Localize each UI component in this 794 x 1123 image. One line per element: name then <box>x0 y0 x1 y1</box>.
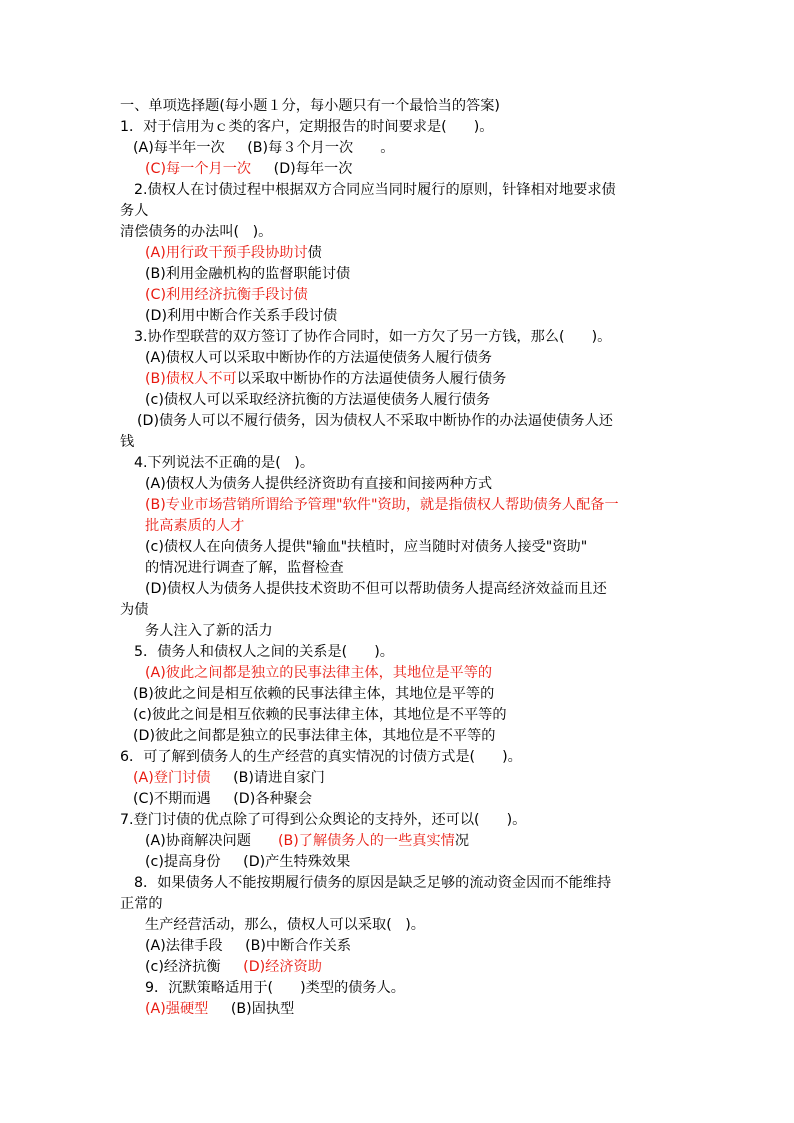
line-text: 以采取中断协作的方法逼使债务人履行债务 <box>236 371 507 387</box>
line-text: (c)债权人在向债务人提供"输血"扶植时，应当随时对债务人接受"资助" <box>145 539 588 555</box>
line-text: (D)每年一次 <box>251 161 353 177</box>
question-3-stem <box>134 327 611 347</box>
question-1-stem <box>120 117 493 137</box>
line-text: 生产经营活动，那么，债权人可以采取( )。 <box>145 917 425 933</box>
answer-highlight-text: (A)用行政干预手段协助讨 <box>145 245 308 261</box>
answer-highlight-text: (A)登门讨债 <box>133 770 211 786</box>
question-2-option-d <box>145 306 337 326</box>
question-4-option-b-cont <box>145 516 244 536</box>
line-text: (c)彼此之间是相互依赖的民事法律主体，其地位是不平等的 <box>133 707 507 723</box>
question-3-option-d-cont <box>120 432 134 452</box>
question-4-option-b <box>145 495 619 515</box>
answer-highlight-text: (B)债权人不可 <box>145 371 237 387</box>
question-9-options-ab <box>145 999 294 1019</box>
line-text: (B)固执型 <box>208 1001 295 1017</box>
line-text: 5．债务人和债权人之间的关系是( )。 <box>134 644 394 660</box>
question-8-options-cd <box>145 957 322 977</box>
question-7-options-ab <box>145 831 469 851</box>
line-text: 债 <box>307 245 322 261</box>
answer-highlight-text: (D)经济资助 <box>243 959 322 975</box>
line-text: (A)债权人可以采取中断协作的方法逼使债务人履行债务 <box>145 350 493 366</box>
line-text: 正常的 <box>120 896 163 912</box>
line-text: 2.债权人在讨债过程中根据双方合同应当同时履行的原则，针锋相对地要求债 <box>134 182 616 198</box>
answer-highlight-text: (B)专业市场营销所谓给予管理"软件"资助，就是指债权人帮助债务人配备一 <box>145 497 619 513</box>
line-text: 清偿债务的办法叫( )。 <box>120 224 273 240</box>
question-8-stem-cont <box>120 894 163 914</box>
line-text: (D)债权人为债务人提供技术资助不但可以帮助债务人提高经济效益而且还 <box>145 581 607 597</box>
answer-highlight-text: (C)每一个月一次 <box>145 161 252 177</box>
line-text: (B)彼此之间是相互依赖的民事法律主体，其地位是平等的 <box>133 686 495 702</box>
question-4-option-d-cont <box>120 600 148 620</box>
line-text: 9．沉默策略适用于( )类型的债务人。 <box>145 980 405 996</box>
question-9-stem <box>145 978 405 998</box>
line-text: 3.协作型联营的双方签订了协作合同时，如一方欠了另一方钱，那么( )。 <box>134 329 612 345</box>
line-text: 况 <box>454 833 470 849</box>
line-text: 的情况进行调查了解，监督检查 <box>145 560 344 576</box>
question-6-stem <box>120 747 522 767</box>
question-7-stem <box>120 810 526 830</box>
question-2-option-a <box>145 243 322 263</box>
question-5-option-a <box>145 663 492 683</box>
line-text: (B)利用金融机构的监督职能讨债 <box>145 266 351 282</box>
line-text: 1．对于信用为ｃ类的客户，定期报告的时间要求是( )。 <box>120 119 494 135</box>
question-4-option-c <box>145 537 587 557</box>
question-2-option-b <box>145 264 350 284</box>
question-3-option-c <box>145 390 490 410</box>
line-text: 为债 <box>120 602 149 618</box>
line-text: 4.下列说法不正确的是( )。 <box>134 455 315 471</box>
line-text: 7.登门讨债的优点除了可得到公众舆论的支持外，还可以( )。 <box>120 812 527 828</box>
line-text: 6．可了解到债务人的生产经营的真实情况的讨债方式是( )。 <box>120 749 522 765</box>
question-7-options-cd <box>145 852 350 872</box>
section-heading <box>120 96 500 116</box>
line-text: (D)债务人可以不履行债务，因为债权人不采取中断协作的办法逼使债务人还 <box>137 413 613 429</box>
question-8-stem-cont <box>145 915 425 935</box>
line-text: (C)不期而遇 (D)各种聚会 <box>133 791 313 807</box>
line-text: (D)彼此之间都是独立的民事法律主体，其地位是不平等的 <box>133 728 496 744</box>
question-1-options-cd <box>145 159 352 179</box>
question-5-option-b <box>133 684 494 704</box>
question-3-option-b <box>145 369 506 389</box>
question-2-stem-cont <box>120 201 148 221</box>
line-text: (A)债权人为债务人提供经济资助有直接和间接两种方式 <box>145 476 493 492</box>
question-6-options-cd <box>133 789 312 809</box>
question-5-stem <box>134 642 394 662</box>
line-text: (c)提高身份 (D)产生特殊效果 <box>145 854 351 870</box>
question-2-stem-cont <box>120 222 272 242</box>
line-text: (A)协商解决问题 <box>145 833 278 849</box>
line-text: (D)利用中断合作关系手段讨债 <box>145 308 338 324</box>
question-8-options-ab <box>145 936 351 956</box>
question-3-option-d <box>137 411 613 431</box>
line-text: 务人 <box>120 203 149 219</box>
question-4-option-d-cont <box>145 621 273 641</box>
line-text: (c)债权人可以采取经济抗衡的方法逼使债务人履行债务 <box>145 392 491 408</box>
answer-highlight-text: (A)彼此之间都是独立的民事法律主体，其地位是平等的 <box>145 665 493 681</box>
line-text: 务人注入了新的活力 <box>145 623 273 639</box>
question-5-option-d <box>133 726 496 746</box>
answer-highlight-text: 批高素质的人才 <box>145 518 245 534</box>
question-8-stem <box>134 873 611 893</box>
question-2-stem <box>134 180 616 200</box>
line-text: 8．如果债务人不能按期履行债务的原因是缺乏足够的流动资金因而不能维持 <box>134 875 612 891</box>
answer-highlight-text: (A)强硬型 <box>145 1001 209 1017</box>
question-4-option-c-cont <box>145 558 344 578</box>
line-text: (A)法律手段 (B)中断合作关系 <box>145 938 352 954</box>
question-4-option-d <box>145 579 607 599</box>
question-4-option-a <box>145 474 492 494</box>
question-6-options-ab <box>133 768 325 788</box>
question-3-option-a <box>145 348 492 368</box>
question-1-options-ab <box>133 138 394 158</box>
question-2-option-c <box>145 285 308 305</box>
line-text: 一、单项选择题(每小题１分，每小题只有一个最恰当的答案) <box>120 98 500 114</box>
answer-highlight-text: (B)了解债务人的一些真实情 <box>277 833 455 849</box>
line-text: 钱 <box>120 434 135 450</box>
line-text: (c)经济抗衡 <box>145 959 244 975</box>
question-5-option-c <box>133 705 507 725</box>
line-text: (B)请进自家门 <box>210 770 325 786</box>
line-text: (A)每半年一次 (B)每３个月一次 。 <box>133 140 395 156</box>
question-4-stem <box>134 453 314 473</box>
answer-highlight-text: (C)利用经济抗衡手段讨债 <box>145 287 308 303</box>
